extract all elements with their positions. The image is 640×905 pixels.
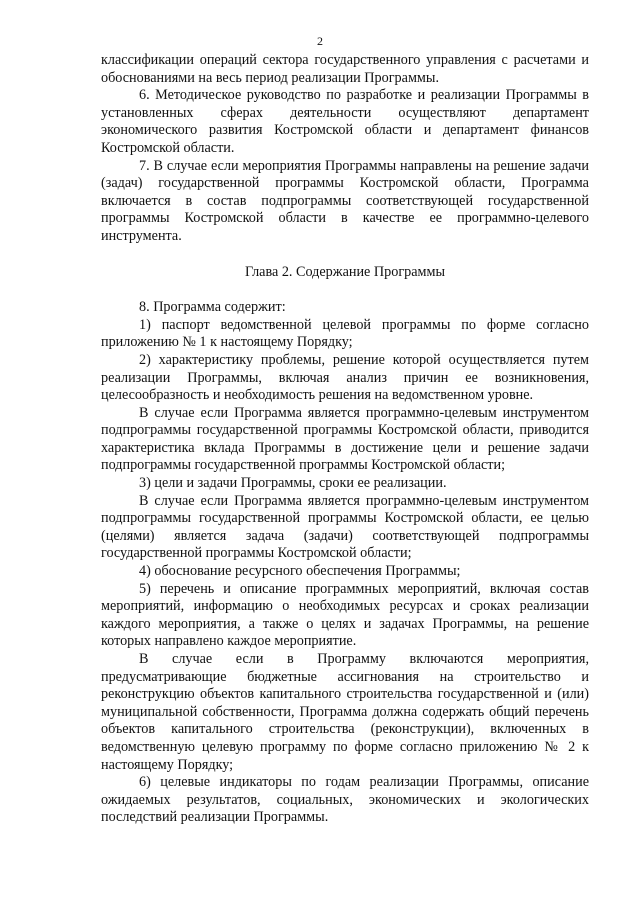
paragraph-item-8: 8. Программа содержит: (139, 299, 286, 316)
list-item-4: 4) обоснование ресурсного обеспечения Программы; (139, 563, 461, 580)
list-item-5: 5) перечень и описание программных мероприятий, включая состав мероприятий, информацию о необходимых ресурсах и сроках реализации каждого мероприятия, а также о целях и задачах Программы, на решение которых направлено каждое мероприятие. (101, 580, 589, 650)
paragraph-item-6: 6. Методическое руководство по разработке и реализации Программы в установленных сферах деятельности осуществляют департамент экономического развития Костромской области и департамент финансов Костромской области. (101, 87, 589, 156)
list-item-6: 6) целевые индикаторы по годам реализации Программы, описание ожидаемых результатов, социальных, экономических и экологических последствий реализации Программы. (101, 774, 589, 826)
document-body (101, 52, 589, 827)
list-item-1: 1) паспорт ведомственной целевой программы по форме согласно приложению № 1 к настоящему Порядку; (101, 316, 589, 351)
list-item-3: 3) цели и задачи Программы, сроки ее реализации. (139, 475, 447, 492)
list-item-2-note: В случае если Программа является программно-целевым инструментом подпрограммы государственной программы Костромской области, приводится характеристика вклада Программы в достижение цели и решение задачи подпрограммы государственной программы Костромской области; (101, 404, 589, 474)
page-number: 2 (317, 34, 323, 48)
chapter-heading: Глава 2. Содержание Программы (244, 263, 446, 280)
list-item-2: 2) характеристику проблемы, решение которой осуществляется путем реализации Программы, включая анализ причин ее возникновения, целесообразность и необходимость решения на ведомственном уровне. (101, 351, 589, 404)
list-item-3-note: В случае если Программа является программно-целевым инструментом подпрограммы государственной программы Костромской области, ее целью (целями) является задача (задачи) соответствующей подпрограммы государственной программы Костромской области; (101, 492, 589, 562)
list-item-5-note: В случае если в Программу включаются мероприятия, предусматривающие бюджетные ассигнования на строительство и реконструкцию объектов капитального строительства государственной и (или) муниципальной собственности, Программа должна содержать общий перечень объектов капитального строительства (реконструкции), включенных в ведомственную целевую программу по форме согласно приложению № 2 к настоящему Порядку; (101, 651, 589, 773)
paragraph-continuation: классификации операций сектора государственного управления с расчетами и обоснованиями на весь период реализации Программы. (101, 52, 589, 86)
paragraph-item-7: 7. В случае если мероприятия Программы направлены на решение задачи (задач) государственной программы Костромской области, Программа включается в состав подпрограммы соответствующей государственной программы Костромской области в качестве ее программно-целевого инструмента. (101, 157, 589, 244)
